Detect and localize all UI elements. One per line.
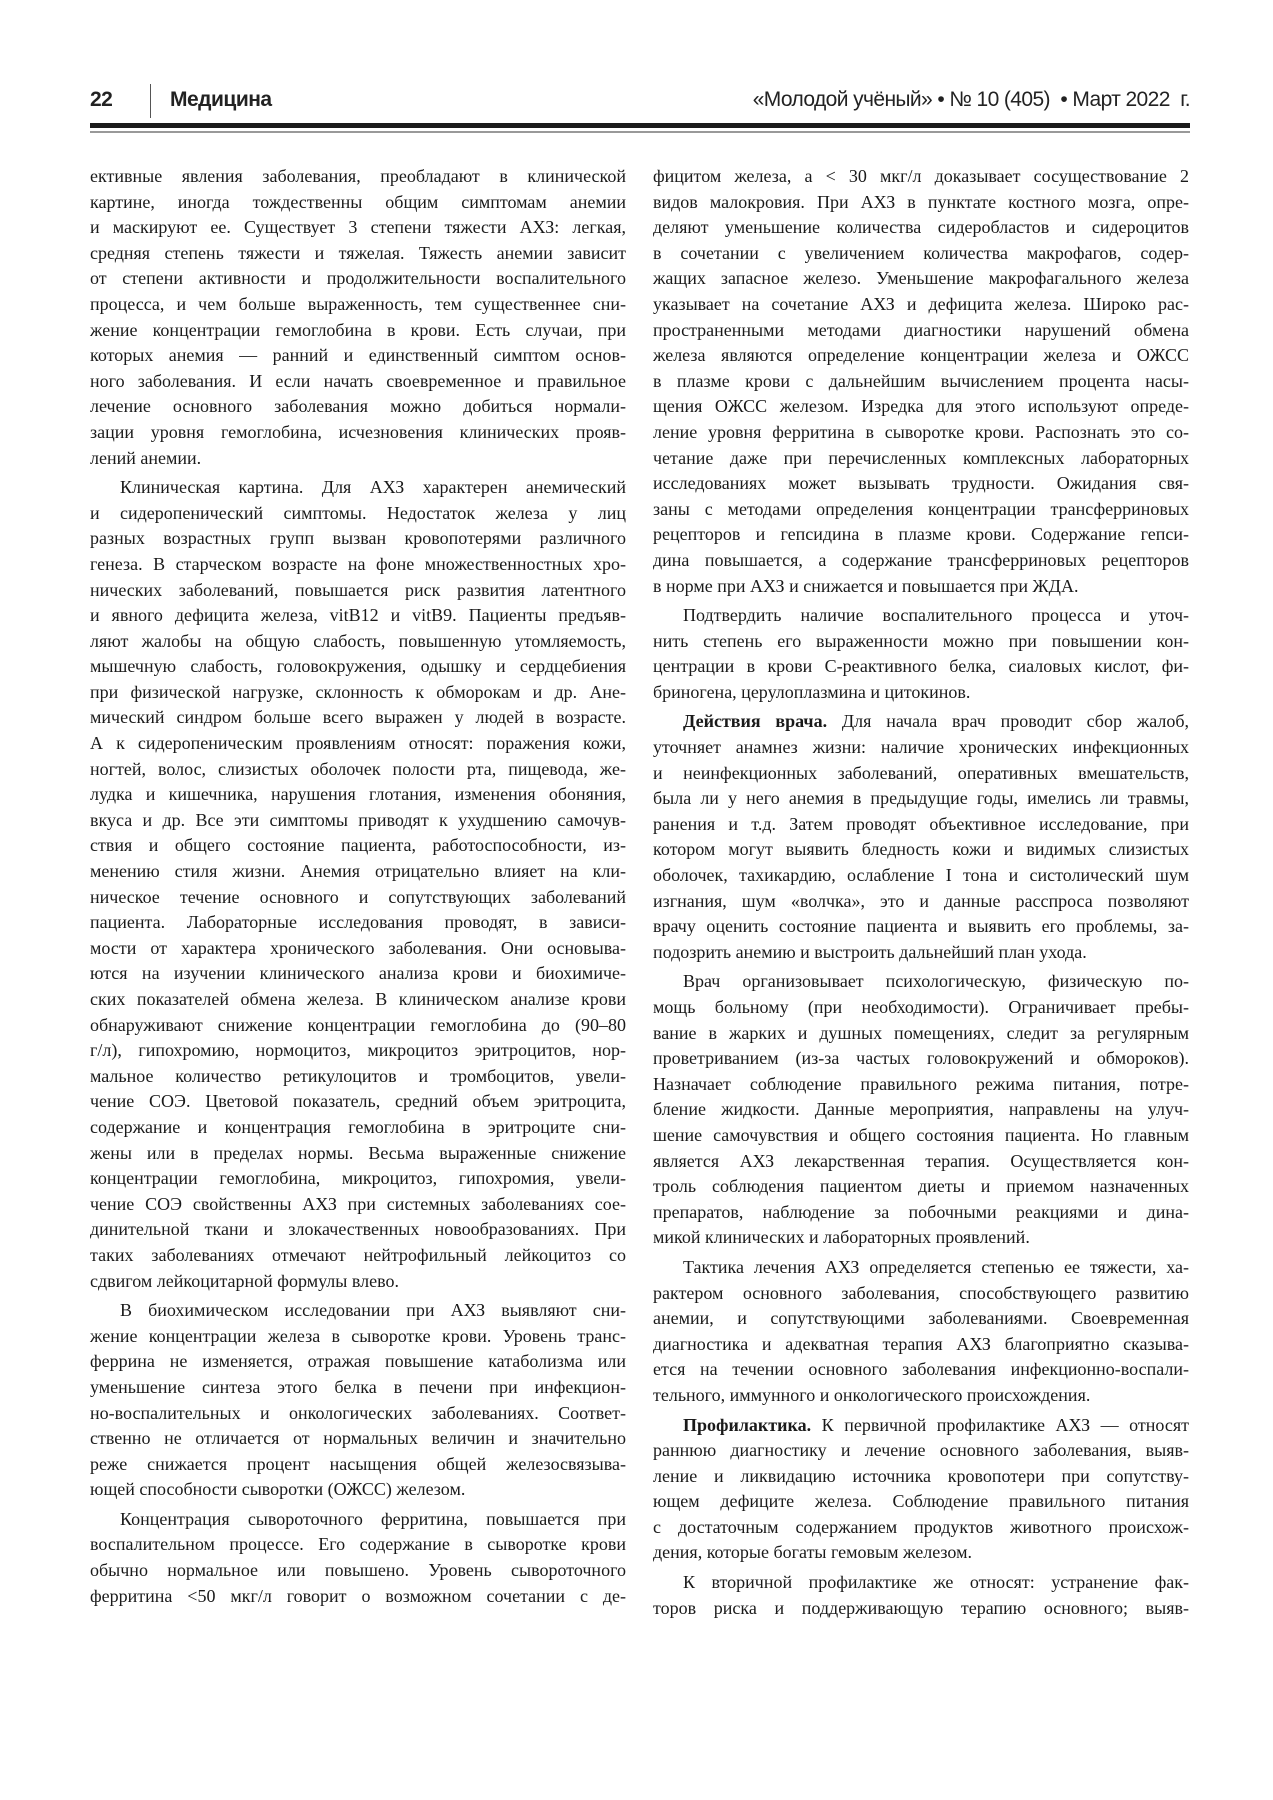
text-line: ление уровня ферритина в сыворотке крови. Распознать это со- bbox=[653, 421, 1189, 442]
text-line: менению стиля жизни. Анемия отрицательно влияет на кли- bbox=[90, 861, 626, 882]
text-line: нических заболеваний, повышается риск развития латентного bbox=[90, 579, 626, 600]
paragraph bbox=[90, 475, 626, 1294]
text-line: мощь больному (при необходимости). Ограничивает пребы- bbox=[653, 997, 1189, 1017]
text-line: в норме при АХЗ и снижается и повышается при ЖДА. bbox=[653, 575, 1079, 596]
text-line: четание даже при перечисленных комплексных лабораторных bbox=[653, 447, 1189, 468]
text-line: чение СОЭ. Цветовой показатель, средний объем эритроцита, bbox=[90, 1091, 626, 1112]
text-line: и сидеропенический симптомы. Недостаток железа у лиц bbox=[90, 502, 626, 523]
text-line: ническое течение основного и сопутствующих заболеваний bbox=[90, 886, 626, 907]
text-line: лечение основного заболевания можно добиться нормали- bbox=[90, 396, 626, 417]
paragraph-lead: Действия врача. bbox=[683, 711, 828, 732]
line-text: Для начала врач проводит сбор жалоб, bbox=[827, 711, 1189, 732]
running-header bbox=[90, 84, 1190, 120]
text-line: зации уровня гемоглобина, исчезновения клинических прояв- bbox=[90, 421, 626, 442]
text-line: генеза. В старческом возрасте на фоне множественностных хро- bbox=[90, 553, 626, 574]
text-line: обычно нормальное или повышено. Уровень сывороточного bbox=[90, 1560, 626, 1581]
text-line: жение концентрации гемоглобина в крови. Есть случаи, при bbox=[90, 319, 626, 340]
header-divider bbox=[150, 84, 151, 118]
text-line: рактером основного заболевания, способствующего развитию bbox=[653, 1282, 1189, 1303]
text-line: ляют жалобы на общую слабость, повышенную утомляемость, bbox=[90, 630, 626, 651]
text-line: мости от характера хронического заболевания. Они основыва- bbox=[90, 937, 626, 958]
text-line: фицитом железа, а < 30 мкг/л доказывает сосуществование 2 bbox=[653, 166, 1189, 186]
text-line: жащих запасное железо. Уменьшение макрофагального железа bbox=[653, 268, 1189, 289]
text-line: исследованиях может вызывать трудности. Ожидания свя- bbox=[653, 473, 1189, 494]
text-line: центрации в крови С-реактивного белка, сиаловых кислот, фи- bbox=[653, 656, 1189, 677]
text-line: разных возрастных групп вызван кровопотерями различного bbox=[90, 528, 626, 549]
text-line: вкуса и др. Все эти симптомы приводят к ухудшению самочув- bbox=[90, 809, 626, 830]
text-line: картине, иногда тождественны общим симптомам анемии bbox=[90, 191, 626, 212]
text-line: деляют уменьшение количества сидеробластов и сидероцитов bbox=[653, 217, 1189, 238]
text-line: врачу оценить состояние пациента и выявить его проблемы, за- bbox=[653, 916, 1189, 937]
line-text: К первичной профилактике АХЗ — относят bbox=[811, 1414, 1189, 1435]
text-line: Врач организовывает психологическую, физическую по- bbox=[683, 971, 1189, 992]
text-line: ственно не отличается от нормальных величин и значительно bbox=[90, 1428, 626, 1449]
text-line: мышечную слабость, головокружения, одышку и сердцебиения bbox=[90, 656, 626, 677]
text-line: анемии, и сопутствующими заболеваниями. Своевременная bbox=[653, 1308, 1189, 1329]
text-line bbox=[653, 709, 1189, 735]
text-line: нить степень его выраженности можно при повышении кон- bbox=[653, 630, 1189, 651]
paragraph bbox=[653, 1413, 1189, 1567]
text-line: мальное количество ретикулоцитов и тромбоцитов, увели- bbox=[90, 1065, 626, 1086]
text-line: ющем дефиците железа. Соблюдение правильного питания bbox=[653, 1491, 1189, 1512]
text-line: феррина не изменяется, отражая повышение катаболизма или bbox=[90, 1351, 626, 1372]
journal-issue: «Молодой учёный» • № 10 (405) • Март 2022 г. bbox=[752, 88, 1190, 111]
text-line: ских показателей обмена железа. В клиническом анализе крови bbox=[90, 989, 626, 1009]
text-line: лений анемии. bbox=[90, 447, 202, 468]
text-line: котором могут выявить бледность кожи и видимых слизистых bbox=[653, 839, 1189, 860]
text-line: процесса, и чем больше выраженность, тем существеннее сни- bbox=[90, 293, 626, 314]
text-line: бриногена, церулоплазмина и цитокинов. bbox=[653, 681, 971, 702]
text-line: при физической нагрузке, склонность к обморокам и др. Ане- bbox=[90, 681, 626, 702]
text-line: щения ОЖСС железом. Изредка для этого используют опреде- bbox=[653, 396, 1189, 417]
text-line: Клиническая картина. Для АХЗ характерен анемический bbox=[120, 477, 626, 498]
text-line: К вторичной профилактике же относят: устранение фак- bbox=[683, 1572, 1189, 1593]
text-line: мический синдром больше всего выражен у людей в возрасте. bbox=[90, 707, 626, 728]
paragraph bbox=[653, 1255, 1189, 1409]
text-line: в плазме крови с дальнейшим вычислением процента насы- bbox=[653, 370, 1189, 391]
text-line: вание в жарких и душных помещениях, следит за регулярным bbox=[653, 1022, 1189, 1043]
text-line: ются на изучении клинического анализа крови и биохимиче- bbox=[90, 963, 626, 984]
text-line: заны с методами определения концентрации трансферриновых bbox=[653, 498, 1189, 519]
right-column bbox=[653, 164, 1189, 1625]
text-line: воспалительном процессе. Его содержание в сыворотке крови bbox=[90, 1534, 626, 1555]
paragraph bbox=[90, 1507, 626, 1609]
text-line: ется на течении основного заболевания инфекционно-воспали- bbox=[653, 1359, 1189, 1380]
text-line: изгнания, шум «волчка», это и данные расспроса позволяют bbox=[653, 890, 1189, 911]
paragraph bbox=[90, 1298, 626, 1503]
text-line: тельного, иммунного и онкологического происхождения. bbox=[653, 1384, 1091, 1405]
text-line: реже снижается процент насыщения общей железосвязыва- bbox=[90, 1453, 626, 1474]
text-line: ление и ликвидацию источника кровопотери при сопутству- bbox=[653, 1465, 1189, 1486]
text-line: пространенными методами диагностики нарушений обмена bbox=[653, 319, 1189, 340]
paragraph bbox=[653, 164, 1189, 599]
text-line: и явного дефицита железа, vitB12 и vitB9. Пациенты предъяв- bbox=[90, 605, 626, 626]
paragraph bbox=[653, 1570, 1189, 1621]
text-line: ногтей, волос, слизистых оболочек полости рта, пищевода, же- bbox=[90, 758, 626, 779]
text-line: таких заболеваниях отмечают нейтрофильный лейкоцитоз со bbox=[90, 1244, 626, 1265]
text-line: Тактика лечения АХЗ определяется степенью ее тяжести, ха- bbox=[683, 1256, 1189, 1277]
text-line: препаратов, наблюдение за побочными реакциями и дина- bbox=[653, 1201, 1189, 1222]
text-line: ферритина <50 мкг/л говорит о возможном сочетании с де- bbox=[90, 1585, 626, 1606]
text-line: концентрации гемоглобина, микроцитоз, гипохромия, увели- bbox=[90, 1168, 626, 1189]
text-line: чение СОЭ свойственны АХЗ при системных заболеваниях сое- bbox=[90, 1193, 626, 1214]
paragraph-lead: Профилактика. bbox=[683, 1414, 812, 1435]
text-line: В биохимическом исследовании при АХЗ выявляют сни- bbox=[120, 1300, 626, 1321]
paragraph bbox=[653, 969, 1189, 1251]
text-line: и маскируют ее. Существует 3 степени тяжести АХЗ: легкая, bbox=[90, 217, 626, 238]
text-line: но-воспалительных и онкологических заболеваниях. Соответ- bbox=[90, 1402, 626, 1423]
paragraph bbox=[90, 164, 626, 471]
text-line: жены или в пределах нормы. Весьма выраженные снижение bbox=[90, 1142, 626, 1163]
paragraph bbox=[653, 603, 1189, 705]
text-line: ного заболевания. И если начать своевременное и правильное bbox=[90, 370, 626, 391]
text-line: подозрить анемию и выстроить дальнейший план ухода. bbox=[653, 941, 1087, 962]
text-line: которых анемия — ранний и единственный симптом основ- bbox=[90, 345, 626, 366]
left-column bbox=[90, 164, 626, 1613]
text-line: Назначает соблюдение правильного режима питания, потре- bbox=[653, 1073, 1189, 1094]
header-rule-thin bbox=[90, 131, 1190, 133]
section-title: Медицина bbox=[170, 88, 272, 111]
text-line: сдвигом лейкоцитарной формулы влево. bbox=[90, 1270, 399, 1291]
text-line: в сочетании с увеличением количества макрофагов, содер- bbox=[653, 242, 1189, 263]
header-rule-thick bbox=[90, 123, 1190, 128]
text-line: А к сидеропеническим проявлениям относят: поражения кожи, bbox=[90, 733, 626, 754]
text-line: Подтвердить наличие воспалительного процесса и уточ- bbox=[683, 605, 1189, 626]
text-line: была ли у него анемия в предыдущие годы, имелись ли травмы, bbox=[653, 788, 1189, 809]
text-line: обнаруживают снижение концентрации гемоглобина до (90–80 bbox=[90, 1014, 626, 1035]
text-line: лудка и кишечника, нарушения глотания, изменения обоняния, bbox=[90, 784, 626, 805]
text-line: содержание и концентрация гемоглобина в эритроците сни- bbox=[90, 1116, 626, 1137]
text-line: является АХЗ лекарственная терапия. Осуществляется кон- bbox=[653, 1150, 1189, 1171]
text-line: бление жидкости. Данные мероприятия, направлены на улуч- bbox=[653, 1099, 1189, 1120]
text-line: уточняет анамнез жизни: наличие хронических инфекционных bbox=[653, 737, 1189, 758]
text-line: проветриванием (из-за частых головокружений и обмороков). bbox=[653, 1048, 1189, 1069]
text-line: жение концентрации железа в сыворотке крови. Уровень транс- bbox=[90, 1325, 626, 1346]
paragraph bbox=[653, 709, 1189, 965]
text-line: оболочек, тахикардию, ослабление I тона и систолический шум bbox=[653, 865, 1189, 886]
text-line: динительной ткани и злокачественных новообразованиях. При bbox=[90, 1219, 626, 1240]
text-line: средняя степень тяжести и тяжелая. Тяжесть анемии зависит bbox=[90, 242, 626, 263]
text-line: железа являются определение концентрации железа и ОЖСС bbox=[653, 345, 1189, 366]
text-line: от степени активности и продолжительности воспалительного bbox=[90, 268, 626, 289]
text-line: ективные явления заболевания, преобладают в клинической bbox=[90, 166, 626, 186]
text-line: ствия и общего состояние пациента, работоспособности, из- bbox=[90, 835, 626, 856]
text-line: г/л), гипохромию, нормоцитоз, микроцитоз эритроцитов, нор- bbox=[90, 1040, 626, 1061]
text-line: микой клинических и лабораторных проявлений. bbox=[653, 1227, 1030, 1248]
text-line: торов риска и поддерживающую терапию основного; выяв- bbox=[653, 1597, 1189, 1618]
text-line: ранения и т.д. Затем проводят объективное исследование, при bbox=[653, 813, 1189, 834]
text-line bbox=[653, 1413, 1189, 1439]
text-line: дина повышается, а содержание трансферриновых рецепторов bbox=[653, 549, 1189, 570]
text-line: троль соблюдения пациентом диеты и приемом назначенных bbox=[653, 1176, 1189, 1197]
text-line: ющей способности сыворотки (ОЖСС) железом. bbox=[90, 1479, 466, 1500]
page-number: 22 bbox=[90, 88, 113, 111]
text-line: видов малокровия. При АХЗ в пунктате костного мозга, опре- bbox=[653, 191, 1189, 212]
text-line: пациента. Лабораторные исследования проводят, в зависи- bbox=[90, 912, 626, 933]
text-line: Концентрация сывороточного ферритина, повышается при bbox=[120, 1508, 626, 1529]
text-line: с достаточным содержанием продуктов животного происхож- bbox=[653, 1516, 1189, 1537]
text-line: рецепторов и гепсидина в плазме крови. Содержание гепси- bbox=[653, 524, 1189, 545]
text-line: раннюю диагностику и лечение основного заболевания, выяв- bbox=[653, 1440, 1189, 1461]
text-line: диагностика и адекватная терапия АХЗ благоприятно сказыва- bbox=[653, 1333, 1189, 1354]
text-line: дения, которые богаты гемовым железом. bbox=[653, 1542, 972, 1563]
text-line: и неинфекционных заболеваний, оперативных вмешательств, bbox=[653, 762, 1189, 783]
text-line: указывает на сочетание АХЗ и дефицита железа. Широко рас- bbox=[653, 293, 1189, 314]
text-line: шение самочувствия и общего состояния пациента. Но главным bbox=[653, 1124, 1189, 1145]
text-line: уменьшение синтеза этого белка в печени при инфекцион- bbox=[90, 1376, 626, 1397]
